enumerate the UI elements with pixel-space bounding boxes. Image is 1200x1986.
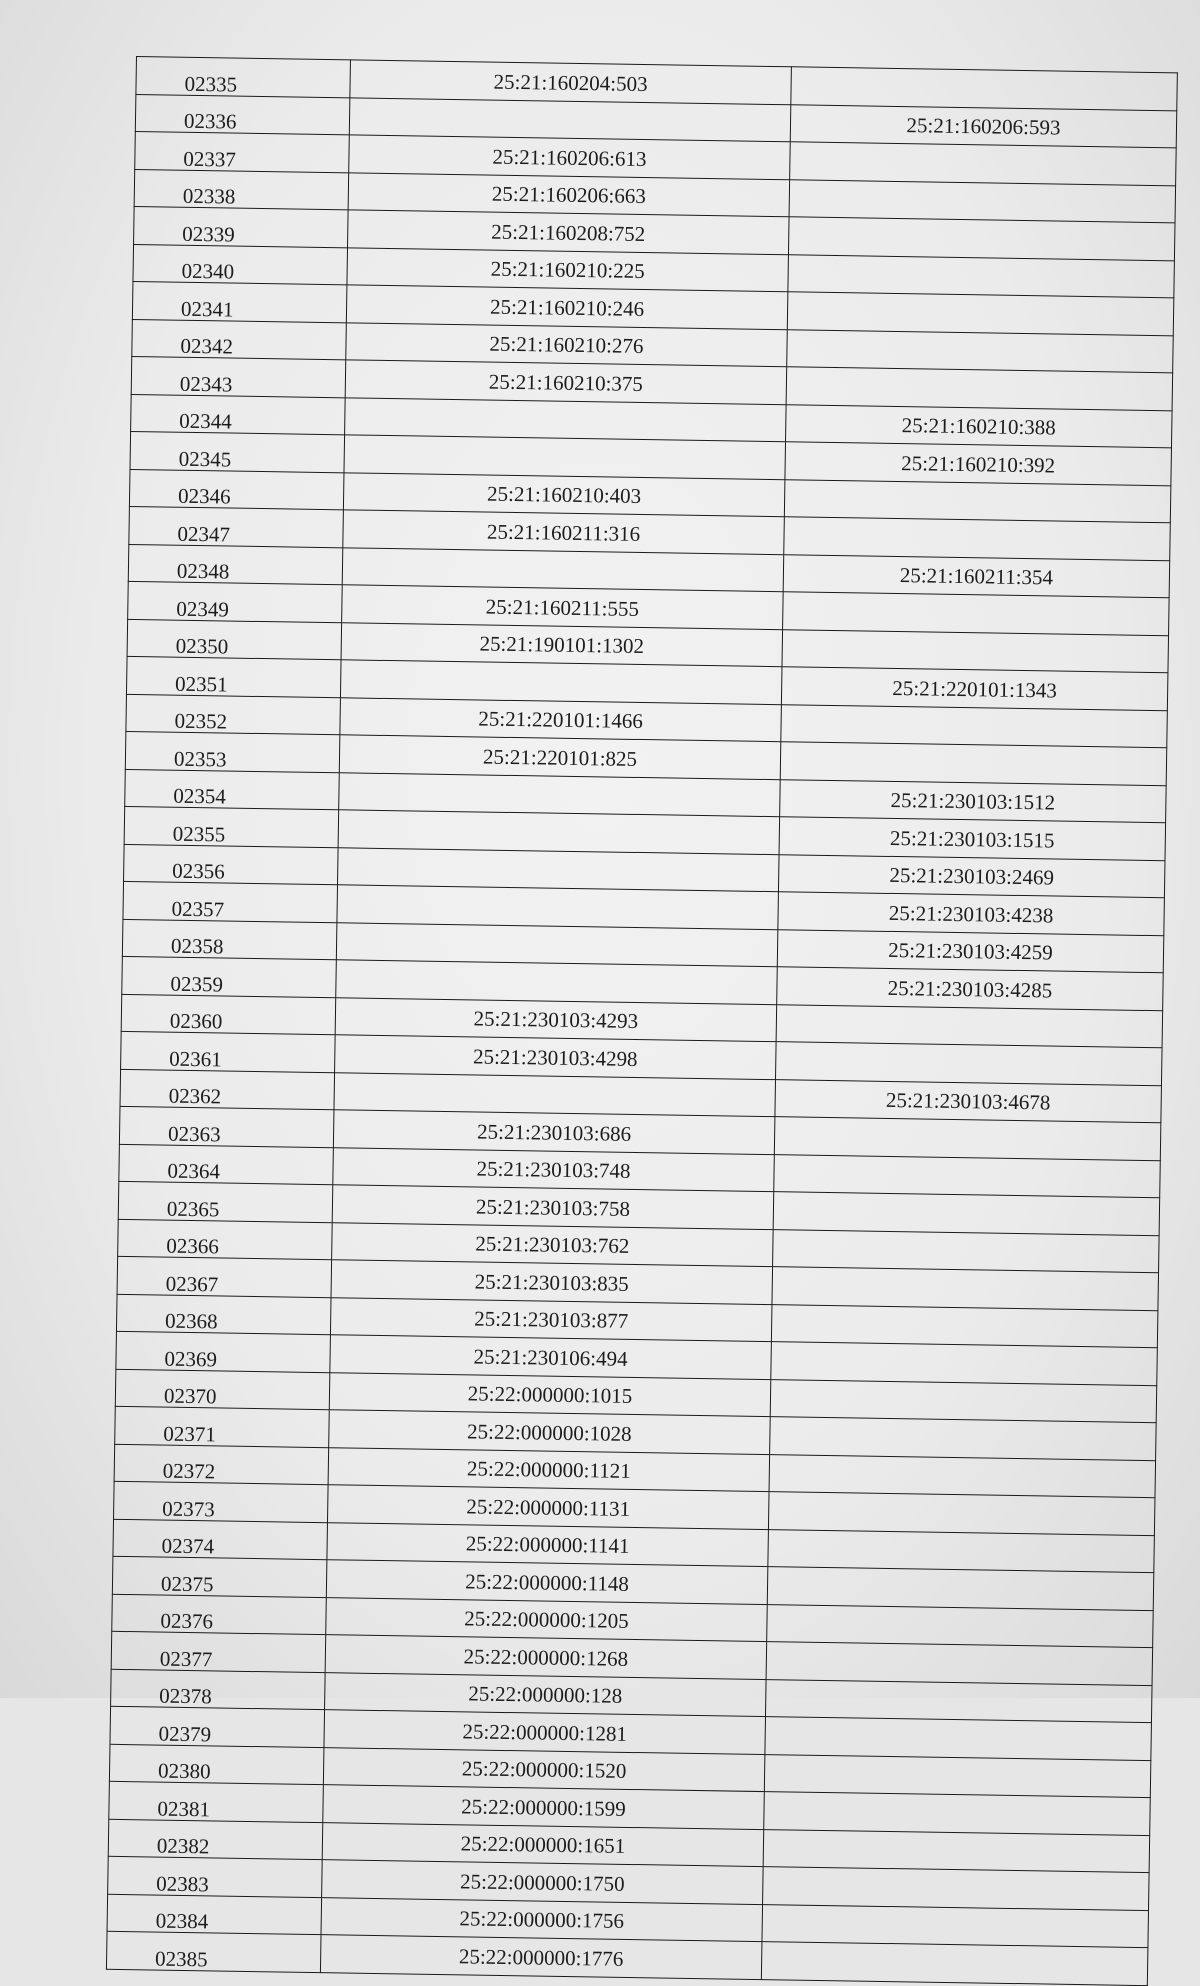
table-body — [106, 57, 1177, 1986]
cadastral-number-cell-b — [786, 367, 1173, 411]
row-number-cell: 02384 — [107, 1894, 322, 1935]
cadastral-number-cell-b — [768, 1529, 1155, 1573]
cadastral-number-cell-a: 25:22:000000:1015 — [329, 1372, 771, 1416]
cadastral-number-cell-b — [771, 1304, 1158, 1348]
cadastral-number-cell-a: 25:22:000000:1651 — [322, 1822, 764, 1866]
cadastral-number-cell-a: 25:21:230103:4298 — [335, 1035, 777, 1079]
row-number-cell: 02358 — [122, 919, 337, 960]
cadastral-number-cell-b — [761, 1942, 1148, 1986]
row-number-cell: 02347 — [129, 506, 344, 547]
cadastral-number-cell-b — [772, 1267, 1159, 1311]
row-number-cell: 02370 — [115, 1369, 330, 1410]
cadastral-number-cell-b — [784, 517, 1171, 561]
row-number-cell: 02377 — [111, 1631, 326, 1672]
cadastral-number-cell-a: 25:22:000000:128 — [325, 1672, 767, 1716]
row-number-cell: 02359 — [122, 956, 337, 997]
row-number-cell: 02343 — [131, 356, 346, 397]
row-number-cell: 02356 — [124, 844, 339, 885]
cadastral-number-cell-b — [780, 742, 1167, 786]
cadastral-number-cell-a: 25:21:230103:762 — [332, 1222, 774, 1266]
row-number-cell: 02335 — [136, 57, 351, 98]
row-number-cell: 02345 — [130, 431, 345, 472]
cadastral-number-cell-a: 25:22:000000:1776 — [320, 1935, 762, 1979]
cadastral-number-cell-b — [762, 1904, 1149, 1948]
row-number-cell: 02336 — [135, 94, 350, 135]
row-number-cell: 02344 — [131, 394, 346, 435]
cadastral-number-cell-a: 25:22:000000:1750 — [322, 1860, 764, 1904]
cadastral-number-cell-b — [784, 479, 1171, 523]
cadastral-number-cell-b — [782, 629, 1169, 673]
cadastral-number-cell-b: 25:21:160206:593 — [790, 104, 1177, 148]
cadastral-number-cell-b — [788, 217, 1175, 261]
cadastral-number-cell-b — [774, 1154, 1161, 1198]
cadastral-number-cell-b — [783, 592, 1170, 636]
cadastral-number-cell-a: 25:21:160204:503 — [350, 60, 792, 104]
cadastral-number-cell-b — [764, 1754, 1151, 1798]
cadastral-number-cell-a: 25:21:160210:403 — [343, 472, 785, 516]
cadastral-number-cell-a: 25:21:160208:752 — [348, 210, 790, 254]
row-number-cell: 02353 — [125, 731, 340, 772]
cadastral-number-cell-b — [768, 1492, 1155, 1536]
cadastral-number-cell-b — [770, 1417, 1157, 1461]
cadastral-number-cell-a: 25:21:190101:1302 — [341, 622, 783, 666]
row-number-cell: 02369 — [116, 1331, 331, 1372]
cadastral-number-cell-b: 25:21:230103:2469 — [778, 854, 1165, 898]
cadastral-number-cell-b — [767, 1604, 1154, 1648]
row-number-cell: 02361 — [121, 1031, 336, 1072]
cadastral-number-cell-b: 25:21:160210:392 — [785, 442, 1172, 486]
row-number-cell: 02380 — [109, 1744, 324, 1785]
row-number-cell: 02379 — [110, 1706, 325, 1747]
cadastral-number-cell-b — [776, 1042, 1163, 1086]
cadastral-number-cell-b — [781, 704, 1168, 748]
row-number-cell: 02367 — [117, 1256, 332, 1297]
cadastral-number-cell-b: 25:21:230103:1512 — [780, 779, 1167, 823]
cadastral-number-cell-a: 25:21:230103:835 — [331, 1260, 773, 1304]
cadastral-number-cell-b: 25:21:230103:4259 — [777, 929, 1164, 973]
cadastral-number-table — [106, 56, 1178, 1986]
row-number-cell: 02364 — [119, 1144, 334, 1185]
cadastral-number-cell-b — [767, 1567, 1154, 1611]
cadastral-number-cell-a: 25:21:160206:663 — [348, 172, 790, 216]
row-number-cell: 02349 — [128, 581, 343, 622]
cadastral-number-cell-a: 25:22:000000:1121 — [328, 1447, 770, 1491]
cadastral-number-cell-b: 25:21:230103:4285 — [777, 967, 1164, 1011]
row-number-cell: 02373 — [114, 1481, 329, 1522]
row-number-cell: 02385 — [106, 1931, 321, 1972]
row-number-cell: 02354 — [125, 769, 340, 810]
row-number-cell: 02376 — [112, 1594, 327, 1635]
row-number-cell: 02352 — [126, 694, 341, 735]
cadastral-number-cell-a: 25:22:000000:1268 — [325, 1635, 767, 1679]
cadastral-number-cell-b — [766, 1642, 1153, 1686]
cadastral-number-cell-b — [787, 329, 1174, 373]
row-number-cell: 02366 — [118, 1219, 333, 1260]
row-number-cell: 02363 — [119, 1106, 334, 1147]
cadastral-number-cell-b — [789, 179, 1176, 223]
row-number-cell: 02381 — [109, 1781, 324, 1822]
cadastral-number-cell-a: 25:21:160210:276 — [346, 322, 788, 366]
cadastral-number-cell-b: 25:21:160211:354 — [783, 554, 1170, 598]
row-number-cell: 02374 — [113, 1519, 328, 1560]
row-number-cell: 02360 — [121, 994, 336, 1035]
cadastral-number-cell-a: 25:22:000000:1281 — [324, 1710, 766, 1754]
row-number-cell: 02351 — [126, 656, 341, 697]
row-number-cell: 02339 — [134, 206, 349, 247]
cadastral-number-cell-b: 25:21:230103:1515 — [779, 817, 1166, 861]
cadastral-number-cell-a: 25:21:160210:246 — [346, 285, 788, 329]
cadastral-number-cell-a: 25:21:230103:686 — [333, 1110, 775, 1154]
row-number-cell: 02383 — [108, 1856, 323, 1897]
row-number-cell: 02371 — [115, 1406, 330, 1447]
row-number-cell: 02350 — [127, 619, 342, 660]
row-number-cell: 02368 — [116, 1294, 331, 1335]
cadastral-number-cell-a: 25:22:000000:1148 — [326, 1560, 768, 1604]
cadastral-number-cell-a: 25:22:000000:1131 — [327, 1485, 769, 1529]
cadastral-number-cell-b — [788, 254, 1175, 298]
row-number-cell: 02378 — [111, 1669, 326, 1710]
cadastral-number-cell-b: 25:21:220101:1343 — [781, 667, 1168, 711]
cadastral-number-cell-a: 25:21:220101:1466 — [340, 697, 782, 741]
cadastral-number-cell-b — [763, 1867, 1150, 1911]
cadastral-number-cell-a: 25:22:000000:1028 — [329, 1410, 771, 1454]
cadastral-number-cell-b — [763, 1829, 1150, 1873]
row-number-cell: 02342 — [132, 319, 347, 360]
row-number-cell: 02365 — [118, 1181, 333, 1222]
row-number-cell: 02348 — [128, 544, 343, 585]
row-number-cell: 02357 — [123, 881, 338, 922]
cadastral-number-cell-a: 25:22:000000:1141 — [327, 1522, 769, 1566]
cadastral-number-cell-a: 25:21:160206:613 — [349, 135, 791, 179]
cadastral-number-cell-b — [773, 1192, 1160, 1236]
cadastral-number-cell-a: 25:21:230103:4293 — [335, 997, 777, 1041]
cadastral-number-cell-a: 25:21:230103:758 — [332, 1185, 774, 1229]
cadastral-number-cell-b — [776, 1004, 1163, 1048]
cadastral-number-cell-a: 25:22:000000:1205 — [326, 1597, 768, 1641]
cadastral-number-cell-b — [791, 67, 1178, 111]
cadastral-number-cell-b — [770, 1379, 1157, 1423]
row-number-cell: 02337 — [135, 131, 350, 172]
cadastral-number-cell-a: 25:21:230103:748 — [333, 1147, 775, 1191]
cadastral-number-cell-a: 25:21:230106:494 — [330, 1335, 772, 1379]
cadastral-number-cell-a: 25:21:220101:825 — [339, 735, 781, 779]
cadastral-number-cell-b — [774, 1117, 1161, 1161]
cadastral-number-cell-a: 25:21:160211:555 — [342, 585, 784, 629]
cadastral-number-cell-a: 25:22:000000:1599 — [323, 1785, 765, 1829]
cadastral-number-cell-a: 25:22:000000:1756 — [321, 1897, 763, 1941]
cadastral-number-cell-b: 25:21:230103:4678 — [775, 1079, 1162, 1123]
row-number-cell: 02372 — [114, 1444, 329, 1485]
cadastral-number-cell-b — [790, 142, 1177, 186]
cadastral-number-cell-b — [765, 1717, 1152, 1761]
row-number-cell: 02355 — [124, 806, 339, 847]
cadastral-number-cell-a: 25:21:160210:375 — [345, 360, 787, 404]
cadastral-number-cell-b — [773, 1229, 1160, 1273]
row-number-cell: 02341 — [132, 281, 347, 322]
cadastral-number-cell-a: 25:22:000000:1520 — [323, 1747, 765, 1791]
cadastral-number-cell-b — [771, 1342, 1158, 1386]
cadastral-number-cell-b: 25:21:160210:388 — [786, 404, 1173, 448]
row-number-cell: 02338 — [134, 169, 349, 210]
row-number-cell: 02340 — [133, 244, 348, 285]
cadastral-number-cell-b — [769, 1454, 1156, 1498]
row-number-cell: 02375 — [112, 1556, 327, 1597]
row-number-cell: 02362 — [120, 1069, 335, 1110]
cadastral-number-cell-b: 25:21:230103:4238 — [778, 892, 1165, 936]
cadastral-number-cell-a: 25:21:160210:225 — [347, 247, 789, 291]
cadastral-number-cell-b — [764, 1792, 1151, 1836]
cadastral-number-cell-b — [787, 292, 1174, 336]
cadastral-number-cell-b — [765, 1679, 1152, 1723]
cadastral-number-cell-a: 25:21:160211:316 — [343, 510, 785, 554]
row-number-cell: 02382 — [108, 1819, 323, 1860]
row-number-cell: 02346 — [129, 469, 344, 510]
cadastral-number-cell-a: 25:21:230103:877 — [330, 1297, 772, 1341]
